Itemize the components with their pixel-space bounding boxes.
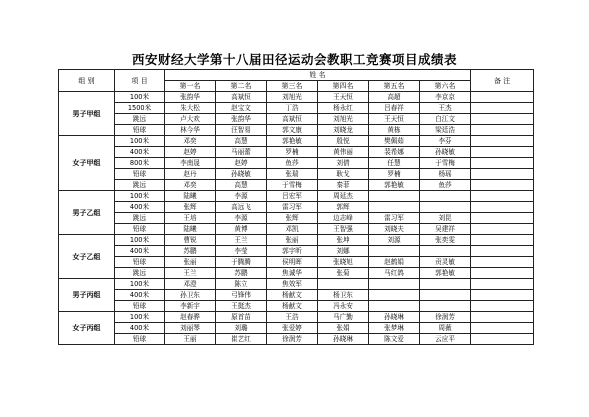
place-cell: 林今华	[165, 125, 216, 136]
place-cell	[420, 202, 471, 213]
place-cell: 徐润芳	[420, 312, 471, 323]
event-cell: 100米	[115, 136, 165, 147]
event-column-header: 项 目	[115, 70, 165, 92]
group-label: 男子乙组	[59, 191, 115, 235]
event-cell: 铅球	[115, 334, 165, 345]
place-cell: 马广勤	[318, 312, 369, 323]
event-cell: 400米	[115, 246, 165, 257]
remarks-cell	[471, 268, 534, 279]
place-cell: 梁廷浩	[420, 125, 471, 136]
place-cell	[420, 246, 471, 257]
place-cell: 刘璐	[216, 323, 267, 334]
remarks-cell	[471, 224, 534, 235]
event-cell: 铅球	[115, 301, 165, 312]
place-cell: 崔艺红	[216, 334, 267, 345]
place-cell	[420, 191, 471, 202]
place-cell: 赵鹤娟	[369, 257, 420, 268]
place-cell	[369, 202, 420, 213]
group-column-header: 组 别	[59, 70, 115, 92]
place-cell: 王天恒	[369, 114, 420, 125]
remarks-cell	[471, 202, 534, 213]
table-row	[59, 246, 534, 257]
place-cell: 李源	[216, 213, 267, 224]
place-cell: 殷悦	[318, 136, 369, 147]
event-cell: 铅球	[115, 257, 165, 268]
table-row	[59, 334, 534, 345]
place-cell: 边志峰	[318, 213, 369, 224]
remarks-cell	[471, 169, 534, 180]
place-cell: 高斌恒	[216, 92, 267, 103]
table-body	[59, 92, 534, 345]
group-label: 男子甲组	[59, 92, 115, 136]
place-cell: 徐润芳	[267, 334, 318, 345]
place-cell: 黄伟丽	[318, 147, 369, 158]
place-cell: 高远飞	[216, 202, 267, 213]
remarks-cell	[471, 257, 534, 268]
remarks-cell	[471, 301, 534, 312]
remarks-cell	[471, 213, 534, 224]
place-cell: 张娟	[318, 323, 369, 334]
place-cell: 邓澄	[165, 279, 216, 290]
event-cell: 跳远	[115, 213, 165, 224]
event-cell: 400米	[115, 290, 165, 301]
place-cell	[369, 290, 420, 301]
place-cell: 陈立	[216, 279, 267, 290]
table-row	[59, 158, 534, 169]
place-cell: 高斌恒	[267, 114, 318, 125]
place-cell	[369, 191, 420, 202]
place-cell: 陆曦	[165, 224, 216, 235]
place-cell: 樊佩茹	[369, 136, 420, 147]
place-cell: 秦菲	[318, 180, 369, 191]
place-cell: 杨卫东	[318, 290, 369, 301]
place-cell: 张丽	[267, 235, 318, 246]
place-cell: 贡灵敏	[420, 257, 471, 268]
remarks-cell	[471, 323, 534, 334]
place-cell: 苏鹏	[165, 246, 216, 257]
place-cell: 裴希娜	[369, 147, 420, 158]
place-cell: 侯明晖	[267, 257, 318, 268]
place-cell: 张爱婷	[267, 323, 318, 334]
table-row	[59, 169, 534, 180]
remarks-cell	[471, 158, 534, 169]
place-cell: 赵婷	[216, 158, 267, 169]
place-cell: 王浩	[267, 312, 318, 323]
place-cell: 高超	[369, 92, 420, 103]
place-cell: 郭艳敏	[420, 268, 471, 279]
place-cell: 郭辉	[318, 202, 369, 213]
place-cell: 王智强	[318, 224, 369, 235]
place-cell: 雷习军	[267, 202, 318, 213]
place-cell: 孙卫东	[165, 290, 216, 301]
event-cell: 铅球	[115, 224, 165, 235]
place-cell	[420, 301, 471, 312]
table-row	[59, 213, 534, 224]
place-cell: 朱大松	[165, 103, 216, 114]
place-cell: 马丽蕾	[216, 147, 267, 158]
remarks-cell	[471, 279, 534, 290]
place-cell: 张晓旭	[318, 257, 369, 268]
place-cell	[369, 279, 420, 290]
place-cell: 吴建祥	[420, 224, 471, 235]
place-cell: 郭宇昕	[267, 246, 318, 257]
table-row	[59, 191, 534, 202]
place-cell: 陈文爱	[369, 334, 420, 345]
place-cell: 罗楠	[369, 169, 420, 180]
event-cell: 800米	[115, 158, 165, 169]
place-cell: 李京京	[420, 92, 471, 103]
place-cell: 焦效军	[267, 279, 318, 290]
place-cell: 张菊	[318, 268, 369, 279]
remarks-cell	[471, 180, 534, 191]
place-cell: 赵丹	[165, 169, 216, 180]
names-column-header: 姓 名	[165, 70, 471, 81]
table-row	[59, 92, 534, 103]
place-cell: 张瑞	[267, 169, 318, 180]
place-cell: 陆曦	[165, 191, 216, 202]
place-cell: 卢大欢	[165, 114, 216, 125]
place-cell: 郭艳敏	[369, 180, 420, 191]
place-cell: 罗楠	[267, 147, 318, 158]
event-cell: 跳远	[115, 268, 165, 279]
table-row	[59, 323, 534, 334]
group-label: 女子乙组	[59, 235, 115, 279]
place-cell: 李源	[216, 191, 267, 202]
remarks-cell	[471, 147, 534, 158]
place-cell: 李南晟	[165, 158, 216, 169]
place-cell	[369, 246, 420, 257]
place-cell	[318, 279, 369, 290]
place-cell: 张辉	[267, 213, 318, 224]
page-title: 西安财经大学第十八届田径运动会教职工竞赛项目成绩表	[131, 52, 457, 67]
table-row	[59, 257, 534, 268]
place-header: 第六名	[420, 81, 471, 92]
table-row	[59, 103, 534, 114]
event-cell: 跳远	[115, 180, 165, 191]
place-cell: 王兰	[165, 268, 216, 279]
place-cell: 张韵华	[216, 114, 267, 125]
place-cell: 丁浩	[267, 103, 318, 114]
table-row	[59, 125, 534, 136]
place-cell: 杨瑶	[420, 169, 471, 180]
place-cell: 李莹	[216, 246, 267, 257]
place-cell: 于腾腾	[216, 257, 267, 268]
place-cell: 鱼莎	[267, 158, 318, 169]
place-cell: 杨献文	[267, 290, 318, 301]
remarks-cell	[471, 235, 534, 246]
place-cell: 耿戈	[318, 169, 369, 180]
remarks-cell	[471, 191, 534, 202]
remarks-cell	[471, 334, 534, 345]
place-cell: 孙晓琳	[318, 334, 369, 345]
place-cell	[420, 290, 471, 301]
place-cell: 冯永安	[318, 301, 369, 312]
place-cell: 孙晓敏	[216, 169, 267, 180]
place-cell: 刘晓龙	[318, 125, 369, 136]
place-cell: 李新宇	[165, 301, 216, 312]
place-cell: 孙晓琳	[369, 312, 420, 323]
remarks-cell	[471, 136, 534, 147]
place-cell: 王天恒	[318, 92, 369, 103]
place-header: 第二名	[216, 81, 267, 92]
place-cell: 郭文康	[267, 125, 318, 136]
results-table	[58, 69, 534, 345]
place-cell: 王挺杰	[216, 301, 267, 312]
place-cell: 张丽	[165, 257, 216, 268]
event-cell: 1500米	[115, 103, 165, 114]
place-cell: 张奕雯	[420, 235, 471, 246]
event-cell: 跳远	[115, 114, 165, 125]
place-cell: 苏鹏	[216, 268, 267, 279]
place-cell: 刘旭光	[318, 114, 369, 125]
remarks-cell	[471, 290, 534, 301]
place-cell: 周薇	[420, 323, 471, 334]
place-cell: 郭艳敏	[267, 136, 318, 147]
place-cell: 于雪梅	[267, 180, 318, 191]
place-cell: 黄博	[216, 224, 267, 235]
place-header: 第四名	[318, 81, 369, 92]
remarks-cell	[471, 103, 534, 114]
place-cell: 汪智易	[216, 125, 267, 136]
place-cell: 吕宏军	[267, 191, 318, 202]
table-header	[59, 70, 534, 92]
place-cell: 周延杰	[318, 191, 369, 202]
place-cell: 王丽	[165, 334, 216, 345]
place-cell: 赵春骅	[165, 312, 216, 323]
event-cell: 100米	[115, 191, 165, 202]
place-cell: 刘娜	[318, 246, 369, 257]
place-cell: 高慧	[216, 180, 267, 191]
remarks-cell	[471, 125, 534, 136]
event-cell: 400米	[115, 323, 165, 334]
place-cell	[420, 279, 471, 290]
table-row	[59, 180, 534, 191]
place-cell: 王兰	[216, 235, 267, 246]
table-row	[59, 301, 534, 312]
group-label: 女子丙组	[59, 312, 115, 345]
place-cell: 雷习军	[369, 213, 420, 224]
place-cell: 白江文	[420, 114, 471, 125]
place-header: 第三名	[267, 81, 318, 92]
place-cell: 刘源	[369, 235, 420, 246]
place-cell: 刘晓夫	[369, 224, 420, 235]
remarks-cell	[471, 312, 534, 323]
table-row	[59, 268, 534, 279]
place-cell: 邓奕	[165, 180, 216, 191]
place-cell: 邓奕	[165, 136, 216, 147]
remarks-column-header: 备 注	[471, 70, 534, 92]
event-cell: 400米	[115, 147, 165, 158]
place-cell: 曹锐	[165, 235, 216, 246]
place-cell: 杨永红	[318, 103, 369, 114]
remarks-cell	[471, 114, 534, 125]
place-cell: 张坤	[318, 235, 369, 246]
event-cell: 100米	[115, 279, 165, 290]
place-cell: 杨献文	[267, 301, 318, 312]
place-cell: 张梦琳	[369, 323, 420, 334]
place-cell: 刘倩	[318, 158, 369, 169]
group-label: 女子甲组	[59, 136, 115, 191]
event-cell: 100米	[115, 312, 165, 323]
place-cell: 邓凯	[267, 224, 318, 235]
table-row	[59, 312, 534, 323]
place-cell: 于雪梅	[420, 158, 471, 169]
table-row	[59, 224, 534, 235]
table-row	[59, 279, 534, 290]
place-cell: 孙晓敏	[420, 147, 471, 158]
table-row	[59, 114, 534, 125]
place-cell: 云应平	[420, 334, 471, 345]
place-cell: 吕春祥	[369, 103, 420, 114]
group-label: 男子丙组	[59, 279, 115, 312]
event-cell: 400米	[115, 202, 165, 213]
place-cell: 张辉	[165, 202, 216, 213]
place-cell: 任慧	[369, 158, 420, 169]
place-cell: 高慧	[216, 136, 267, 147]
place-cell: 赵宝文	[216, 103, 267, 114]
place-cell: 黄栋	[369, 125, 420, 136]
remarks-cell	[471, 92, 534, 103]
table-row	[59, 290, 534, 301]
place-cell: 刘丽琴	[165, 323, 216, 334]
place-cell: 王培	[165, 213, 216, 224]
place-cell	[369, 301, 420, 312]
table-row	[59, 147, 534, 158]
place-cell: 焦诚华	[267, 268, 318, 279]
place-cell: 赵婷	[165, 147, 216, 158]
table-row	[59, 202, 534, 213]
place-cell: 李芬	[420, 136, 471, 147]
event-cell: 铅球	[115, 125, 165, 136]
place-cell: 马红鸽	[369, 268, 420, 279]
place-cell: 原首苗	[216, 312, 267, 323]
place-cell: 刘昆	[420, 213, 471, 224]
place-header: 第一名	[165, 81, 216, 92]
remarks-cell	[471, 246, 534, 257]
table-row	[59, 235, 534, 246]
event-cell: 铅球	[115, 169, 165, 180]
place-cell: 鱼莎	[420, 180, 471, 191]
place-cell: 刘旭光	[267, 92, 318, 103]
place-cell: 弓锋伟	[216, 290, 267, 301]
event-cell: 100米	[115, 235, 165, 246]
table-row	[59, 136, 534, 147]
place-cell: 王杰	[420, 103, 471, 114]
event-cell: 100米	[115, 92, 165, 103]
place-cell: 张韵华	[165, 92, 216, 103]
place-header: 第五名	[369, 81, 420, 92]
